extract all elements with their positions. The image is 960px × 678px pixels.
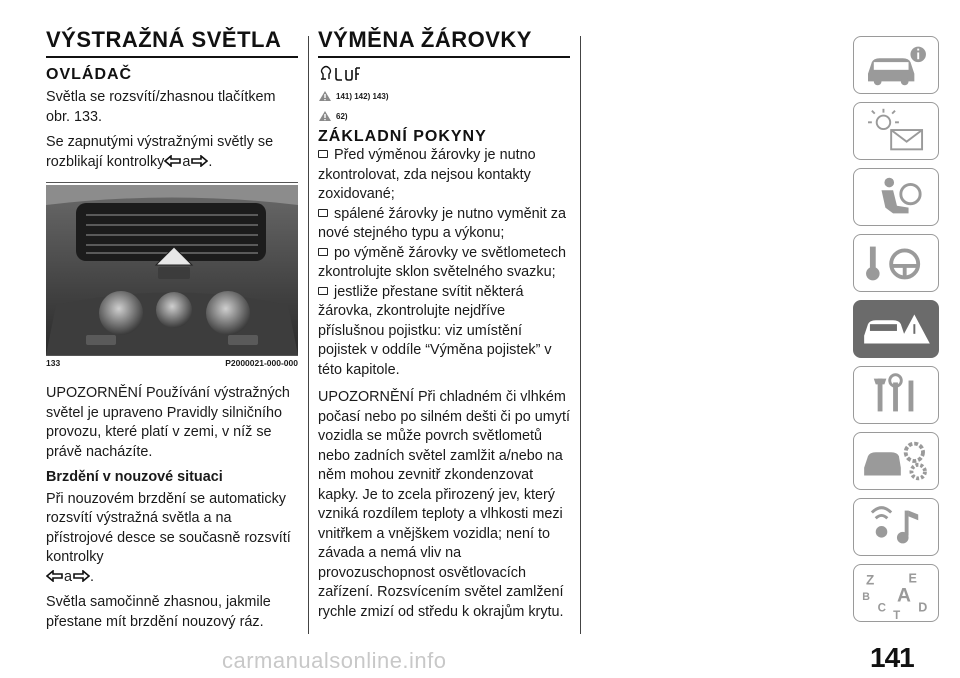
watermark: carmanualsonline.info [222,648,447,673]
svg-text:D: D [918,600,928,615]
bulb-symbols [318,64,570,86]
figure-133 [46,182,298,368]
paragraph-emergency-braking: Při nouzovém brzdění se automaticky rozsvítí výstražná světla a na přístrojové desce se současně rozsvítí kontrolky a . [46,490,291,585]
tab-car-info[interactable] [853,36,939,94]
subsection-title-control: OVLÁDAČ [46,66,133,83]
right-column [318,28,570,628]
bullet-box-icon [318,209,328,217]
left-column [46,28,298,638]
list-item: jestliže přestane svítit některá žárovka, zkontrolujte nejdříve příslušnou pojistku: viz umístění pojistek v oddíle “Výměna pojistek” v této kapitole. [318,283,552,378]
paragraph-lamps-flash: Se zapnutými výstražnými světly se rozblikají kontrolky a . [46,134,274,170]
tab-music-nav[interactable] [853,498,939,556]
svg-text:T: T [893,610,901,621]
warning-triangle-icon [318,90,332,102]
music-nav-icon [854,499,938,555]
list-item: Před výměnou žárovky je nutno zkontrolovat, zda nejsou kontakty zoxidované; [318,147,536,202]
turn-left-indicator-icon [164,155,182,167]
bulb-lamp-symbols-icon [318,64,362,84]
turn-right-indicator-icon [72,570,90,582]
dashboard-hazard-button-photo [46,185,298,355]
tab-key-steering[interactable] [853,234,939,292]
svg-text:C: C [877,602,887,615]
paragraph-condensation-note: UPOZORNĚNÍ Při chladném či vlhkém počasí nebo po silném dešti či po umytí vozidla se může povrch světlometů nebo zadních světel zamlžit a/nebo na něm mohou zevnitř zkondenzovat kapky. Je to zcela přirozený jev, který vzniká rozdílem teploty a vlhkosti mezi vnitřkem a vnějškem vozidla; není to závada a nemá vliv na provozuschopnost osvětlovacích zařízení. Rozsvícením světel zamlžení rychle zmizí od středu k okrajům krytu. [318,389,570,620]
list-item: po výměně žárovky ve světlometech zkontrolujte sklon světelného svazku; [318,244,566,280]
column-divider [308,36,309,634]
figure-code: P2000021-000-000 [225,358,298,368]
alphabet-index-icon [854,565,938,621]
section-title-bulb-replacement: VÝMĚNA ŽÁROVKY [318,28,570,58]
warning-refs-text: 141) 142) 143) [336,91,389,101]
turn-left-indicator-icon [46,570,64,582]
car-emergency-icon [854,301,938,357]
car-gears-icon [854,433,938,489]
key-steering-icon [854,235,938,291]
column-divider-right [580,36,581,634]
tab-warning-lights[interactable] [853,102,939,160]
tab-seat-airbag[interactable] [853,168,939,226]
svg-text:B: B [862,590,870,603]
warning-ref-1 [318,90,570,102]
caution-refs-text: 62) [336,111,348,121]
list-item: spálené žárovky je nutno vyměnit za nové stejného typu a výkonu; [318,205,566,241]
bullet-box-icon [318,150,328,158]
figure-caption [46,355,298,368]
paragraph-lamps-and: a [182,153,191,170]
tab-car-gears[interactable] [853,432,939,490]
page-number: 141 [870,642,914,673]
subsection-title-basic-instructions: ZÁKLADNÍ POKYNY [318,128,487,145]
tab-car-emergency[interactable] [853,300,939,358]
car-info-icon [854,37,938,93]
wrench-tools-icon [854,367,938,423]
paragraph-lights-auto-off: Světla samočinně zhasnou, jakmile přestane mít brzdění nouzový ráz. [46,594,271,630]
figure-number: 133 [46,358,61,368]
bullet-box-icon [318,248,328,256]
tab-wrench-tools[interactable] [853,366,939,424]
turn-right-indicator-icon [190,155,208,167]
bullet-box-icon [318,287,328,295]
warning-ref-2 [318,110,570,122]
svg-text:E: E [908,571,917,586]
svg-text:Z: Z [866,572,875,588]
caution-triangle-icon [318,110,332,122]
paragraph-warning-traffic-rules: UPOZORNĚNÍ Používání výstražných světel je upraveno Pravidly silničního provozu, které platí v zemi, v níž se právě nacházíte. [46,385,290,460]
paragraph-lamps-text: Se zapnutými výstražnými světly se rozblikají kontrolky [46,134,274,170]
svg-text:A: A [896,585,911,607]
tab-alphabet-index[interactable] [853,564,939,622]
warning-lights-icon [854,103,938,159]
seat-airbag-icon [854,169,938,225]
heading-emergency-braking: Brzdění v nouzové situaci [46,469,223,485]
paragraph-button-info: Světla se rozsvítí/zhasnou tlačítkem obr. 133. [46,89,276,125]
section-title-hazard-lights: VÝSTRAŽNÁ SVĚTLA [46,28,298,58]
